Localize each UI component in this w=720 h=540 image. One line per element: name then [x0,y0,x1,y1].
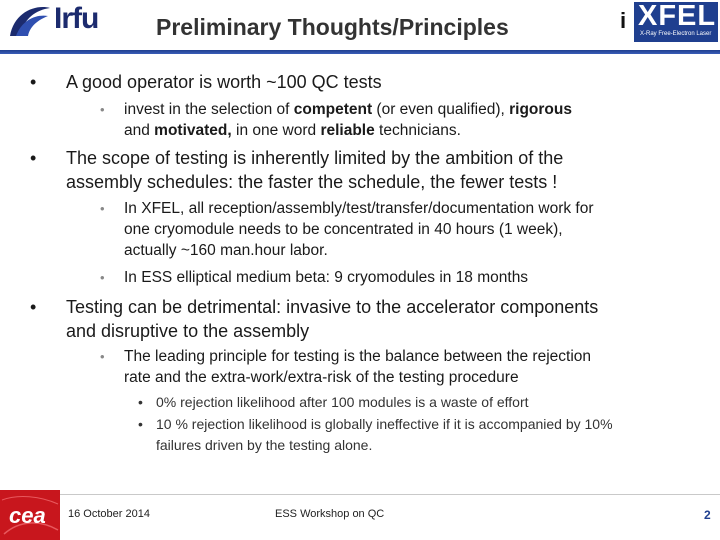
bullet-text-line2: one cryomodule needs to be concentrated in 40 hours (1 week), [124,221,563,238]
bullet-dot: • [100,270,105,285]
header-divider [0,50,720,54]
page-number: 2 [704,508,711,522]
footer-date: 16 October 2014 [68,508,150,520]
bullet-text: The scope of testing is inherently limited by the ambition of the [66,148,564,168]
bullet-dot: • [100,102,105,117]
bullet-text: In ESS elliptical medium beta: 9 cryomodules in 18 months [124,269,529,286]
xfel-logo-prefix: i [620,8,627,33]
bullet-dot: • [100,201,105,216]
bullet-text: invest in the selection of competent (or even qualified), rigorous [124,101,572,118]
bullet-text-line2: failures driven by the testing alone. [156,437,373,453]
bullet-dot: • [138,416,143,432]
irfu-logo [6,2,106,40]
bullet-text: Testing can be detrimental: invasive to the accelerator components [66,297,599,317]
bullet-dot: • [30,297,37,317]
bullet-text: 0% rejection likelihood after 100 modules is a waste of effort [156,394,529,410]
slide-title: Preliminary Thoughts/Principles [156,14,509,40]
xfel-logo-box [634,2,718,42]
bullet-text-line2: and disruptive to the assembly [66,321,310,341]
xfel-logo [620,2,718,42]
bullet-dot: • [30,72,37,92]
bullet-dot: • [100,349,105,364]
irfu-logo-text: Irfu [54,2,99,35]
footer-divider [60,494,720,495]
xfel-logo-subtitle: X-Ray Free-Electron Laser [640,31,712,37]
footer-event: ESS Workshop on QC [275,508,385,520]
irfu-swirl-icon [6,2,52,40]
bullet-text-line3: actually ~160 man.hour labor. [124,242,328,259]
bullet-text: A good operator is worth ~100 QC tests [66,72,382,92]
bullet-text-line2: and motivated, in one word reliable technicians. [124,122,461,139]
bullet-text: 10 % rejection likelihood is globally ineffective if it is accompanied by 10% [156,416,613,432]
bullet-text: In XFEL, all reception/assembly/test/transfer/documentation work for [124,200,594,217]
bullet-text: The leading principle for testing is the balance between the rejection [124,348,592,365]
bullet-text-line2: assembly schedules: the faster the schedule, the fewer tests ! [66,172,558,192]
cea-logo-text: cea [9,503,46,528]
cea-logo [0,490,60,540]
bullet-dot: • [30,148,37,168]
bullet-dot: • [138,394,143,410]
bullet-text-line2: rate and the extra-work/extra-risk of the testing procedure [124,369,519,386]
xfel-logo-text: XFEL [638,0,717,32]
